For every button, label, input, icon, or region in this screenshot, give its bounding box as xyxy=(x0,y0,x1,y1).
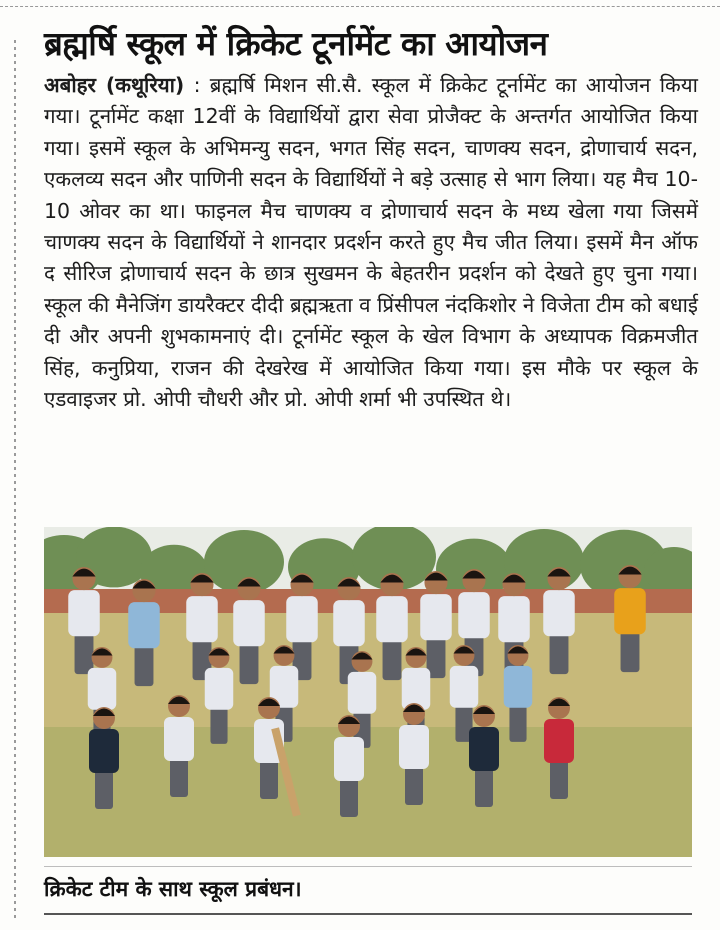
photo-standing-person-shirt xyxy=(498,596,530,642)
article-dateline: अबोहर (कथूरिया) xyxy=(44,73,185,97)
photo-standing-person-shirt xyxy=(543,590,575,636)
photo-standing-person-shirt xyxy=(376,596,408,642)
photo-standing-person-shirt xyxy=(233,600,265,646)
photo-front-person-legs xyxy=(95,769,113,809)
photo-standing-person-legs xyxy=(621,630,640,672)
photo-standing-person-legs xyxy=(75,632,94,674)
photo-middle-person-shirt xyxy=(450,666,479,708)
photo-front-person-legs xyxy=(170,757,188,797)
photo-front-person-legs xyxy=(260,759,278,799)
photo-front-person-shirt xyxy=(164,717,194,761)
photo-front-person-legs xyxy=(340,777,358,817)
photo-front-person-legs xyxy=(475,767,493,807)
caption-bottom-rule xyxy=(44,913,692,915)
photo-middle-person-shirt xyxy=(348,672,377,714)
photo-middle-person-legs xyxy=(210,706,227,744)
photo-standing-person-legs xyxy=(550,632,569,674)
photo-middle-person-legs xyxy=(509,704,526,742)
top-cut-edge xyxy=(0,0,720,7)
photo-middle-person-shirt xyxy=(205,668,234,710)
article-body xyxy=(44,70,698,415)
article-headline: ब्रह्मर्षि स्कूल में क्रिकेट टूर्नामेंट का आयोजन xyxy=(44,24,548,63)
photo-front-person-shirt xyxy=(334,737,364,781)
photo-caption: क्रिकेट टीम के साथ स्कूल प्रबंधन। xyxy=(44,877,302,901)
photo-standing-person-legs xyxy=(240,642,259,684)
article-body-text: : ब्रह्मर्षि मिशन सी.सै. स्कूल में क्रिकेट टूर्नामेंट का आयोजन किया गया। टूर्नामेंट कक्षा 12वीं के विद्यार्थियों द्वारा सेवा प्रोजैक्ट के अन्तर्गत आयोजित किया गया। इसमें स्कूल के अभिमन्यु सदन, भगत सिंह सदन, चाणक्य सदन, द्रोणाचार्य सदन, एकलव्य सदन और पाणिनी सदन के विद्यार्थियों ने बड़े उत्साह से भाग लिया। यह मैच 10-10 ओवर का था। फाइनल मैच चाणक्य व द्रोणाचार्य सदन के मध्य खेला गया जिसमें चाणक्य सदन के विद्यार्थियों ने शानदार प्रदर्शन करते हुए मैच जीत लिया। इसमें मैन ऑफ द सीरिज द्रोणाचार्य सदन के छात्र सुखमन के बेहतरीन प्रदर्शन को देखते हुए चुना गया। स्कूल की मैनेजिंग डायरैक्टर दीदी ब्रह्मऋता व प्रिंसीपल नंदकिशोर ने विजेता टीम को बधाई दी और अपनी शुभकामनाएं दी। टूर्नामेंट स्कूल के खेल विभाग के अध्यापक विक्रमजीत सिंह, कनुप्रिया, राजन की देखरेख में आयोजित किया गया। इस मौके पर स्कूल के एडवाइजर प्रो. ओपी चौधरी और प्रो. ओपी शर्मा भी उपस्थित थे। xyxy=(44,73,698,412)
photo-standing-person-shirt xyxy=(186,596,218,642)
team-photo-illustration xyxy=(44,527,692,857)
photo-standing-person-shirt xyxy=(286,596,318,642)
photo-standing-person-shirt xyxy=(128,602,160,648)
caption-divider xyxy=(44,866,692,867)
photo-standing-person-shirt xyxy=(458,592,490,638)
photo-standing-person-shirt xyxy=(333,600,365,646)
photo-standing-person-shirt xyxy=(420,594,452,640)
photo-front-person-shirt xyxy=(469,727,499,771)
photo-front-person-legs xyxy=(550,759,568,799)
photo-front-person-shirt xyxy=(399,725,429,769)
team-photo xyxy=(44,527,692,857)
photo-front-person-shirt xyxy=(544,719,574,763)
photo-middle-person-shirt xyxy=(88,668,117,710)
left-cut-edge xyxy=(14,40,16,920)
photo-middle-person-shirt xyxy=(504,666,533,708)
photo-standing-person-legs xyxy=(383,638,402,680)
photo-standing-person-shirt xyxy=(614,588,646,634)
photo-front-person-legs xyxy=(405,765,423,805)
photo-standing-person-shirt xyxy=(68,590,100,636)
photo-front-person-shirt xyxy=(89,729,119,773)
photo-standing-person-legs xyxy=(135,644,154,686)
